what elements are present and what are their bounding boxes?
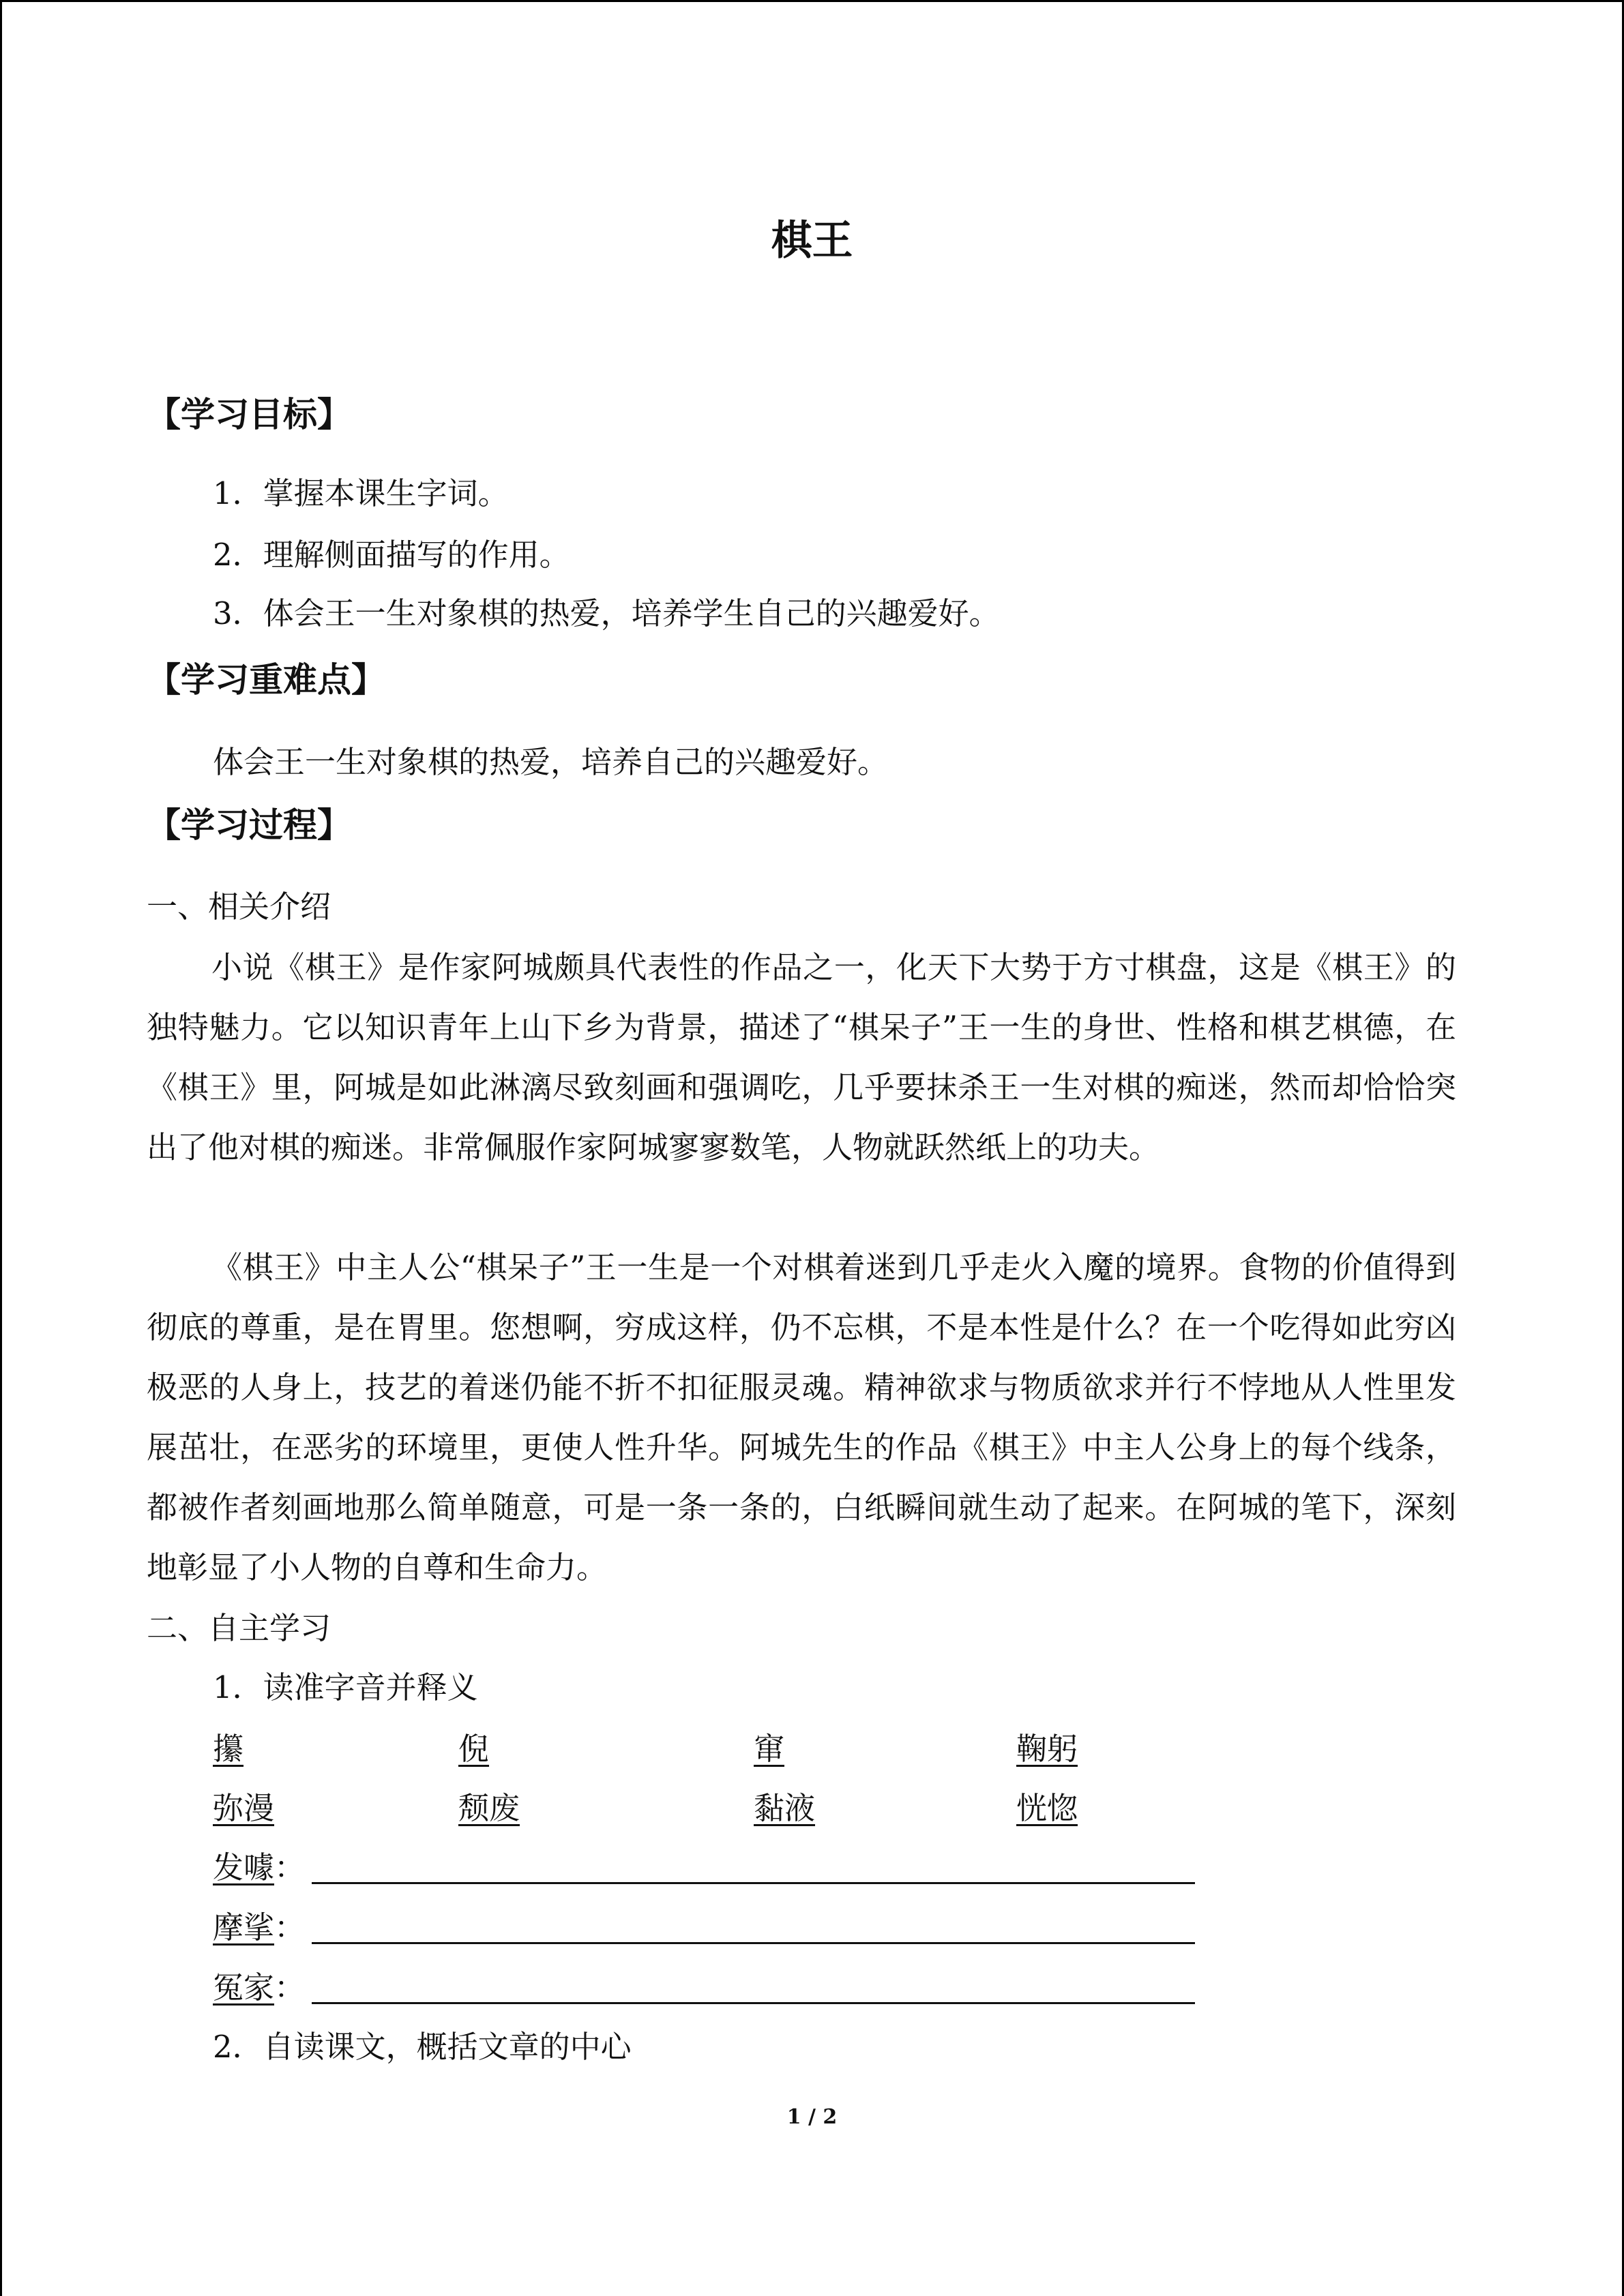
page-title: 棋王 [771, 217, 853, 265]
vocab-word: 黏液 [754, 1790, 816, 1826]
part1-title: 一、相关介绍 [147, 889, 331, 925]
vocab-word: 鞠躬 [1016, 1731, 1078, 1767]
answer-blank-line[interactable] [312, 1942, 1195, 1944]
page-number: 1 / 2 [786, 2105, 838, 2129]
intro-paragraph-1: 小说《棋王》是作家阿城颇具代表性的作品之一，化天下大势于方寸棋盘，这是《棋王》的独特魅力。它以知识青年上山下乡为背景，描述了“棋呆子”王一生的身世、性格和棋艺棋德，在《棋王》里，阿城是如此淋漓尽致刻画和强调吃，几乎要抹杀王一生对棋的痴迷，然而却恰恰突出了他对棋的痴迷。非常佩服作家阿城寥寥数笔，人物就跃然纸上的功夫。 [147, 949, 1456, 1165]
fill-item-colon: ： [274, 1969, 306, 2006]
vocab-word: 颓废 [458, 1790, 520, 1826]
fill-item-word: 发噱 [213, 1849, 275, 1885]
answer-blank-line[interactable] [312, 2002, 1195, 2004]
objective-item-3: 3．体会王一生对象棋的热爱，培养学生自己的兴趣爱好。 [213, 595, 1000, 631]
objective-item-2: 2．理解侧面描写的作用。 [213, 537, 570, 573]
fill-item-colon: ： [274, 1909, 306, 1945]
objectives-heading: 【学习目标】 [147, 395, 351, 434]
intro-paragraph-2: 《棋王》中主人公“棋呆子”王一生是一个对棋着迷到几乎走火入魔的境界。食物的价值得到彻底的尊重，是在胃里。您想啊，穷成这样，仍不忘棋，不是本性是什么？在一个吃得如此穷凶极恶的人身上，技艺的着迷仍能不折不扣征服灵魂。精神欲求与物质欲求并行不悖地从人性里发展茁壮，在恶劣的环境里，更使人性升华。阿城先生的作品《棋王》中主人公身上的每个线条，都被作者刻画地那么简单随意，可是一条一条的，白纸瞬间就生动了起来。在阿城的笔下，深刻地彰显了小人物的自尊和生命力。 [147, 1249, 1456, 1585]
objective-item-1: 1．掌握本课生字词。 [213, 475, 509, 511]
task2-title: 2．自读课文，概括文章的中心 [213, 2029, 632, 2065]
fill-item-label [213, 1847, 305, 1888]
process-heading: 【学习过程】 [147, 805, 351, 845]
fill-item-label [213, 1967, 305, 2008]
vocab-word: 弥漫 [213, 1790, 275, 1826]
vocab-word: 窜 [754, 1731, 785, 1767]
key-points-heading: 【学习重难点】 [147, 660, 385, 700]
fill-item-colon: ： [274, 1849, 306, 1885]
answer-blank-line[interactable] [312, 1882, 1195, 1884]
vocab-word: 攥 [213, 1731, 244, 1767]
vocab-word: 恍惚 [1016, 1790, 1078, 1826]
key-points-text: 体会王一生对象棋的热爱，培养自己的兴趣爱好。 [213, 744, 889, 780]
fill-item-word: 冤家 [213, 1969, 275, 2006]
fill-item-label [213, 1907, 305, 1948]
page-border-left [0, 0, 2, 2296]
vocab-word: 倪 [458, 1731, 490, 1767]
task1-title: 1．读准字音并释义 [213, 1669, 478, 1705]
part2-title: 二、自主学习 [147, 1610, 331, 1646]
fill-item-word: 摩挲 [213, 1909, 275, 1945]
page-border-top [0, 0, 1624, 2]
